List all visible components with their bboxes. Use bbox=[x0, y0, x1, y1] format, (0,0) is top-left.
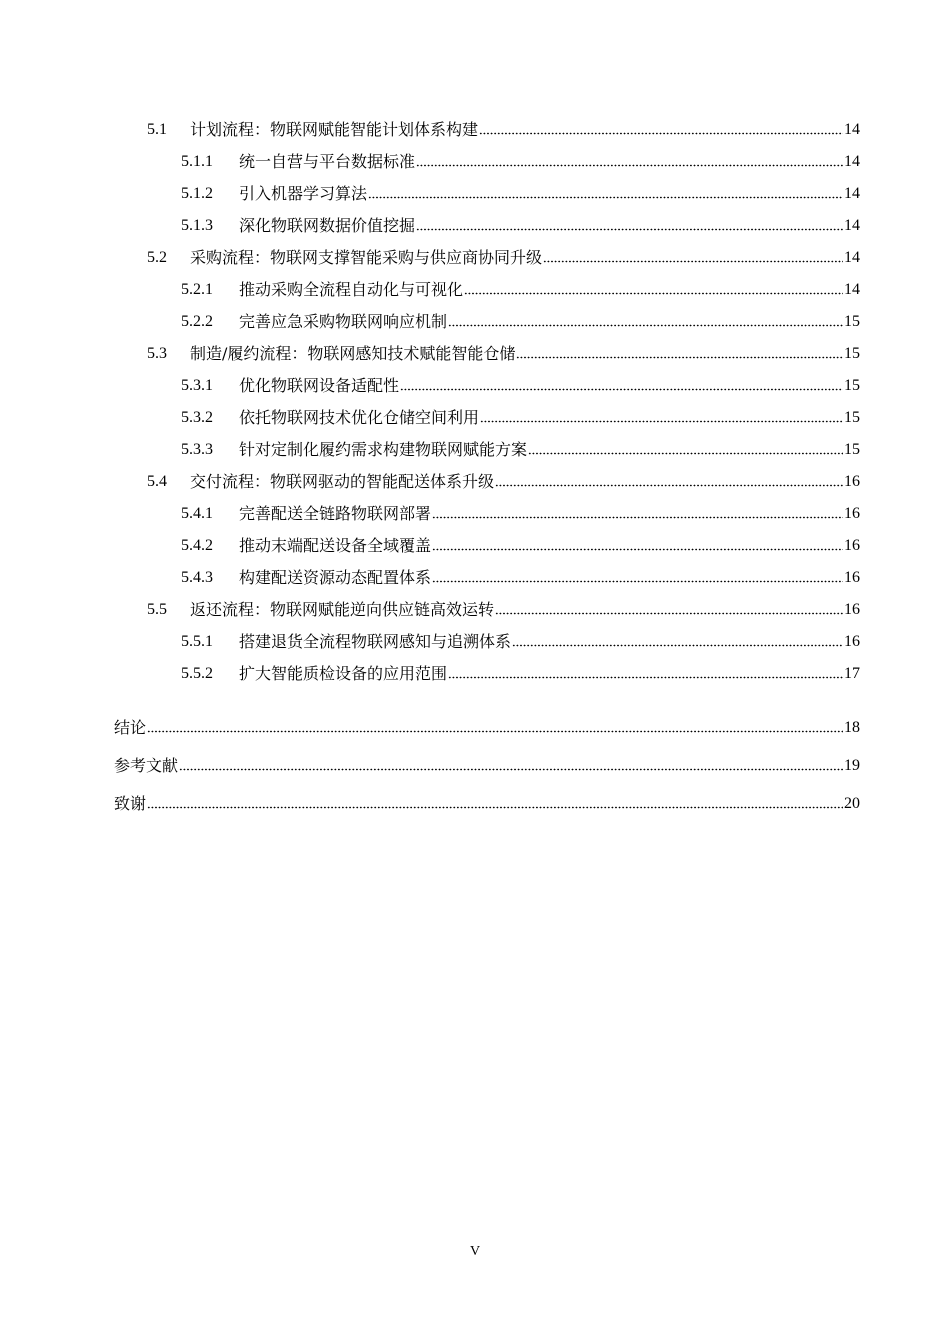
toc-entry[interactable] bbox=[147, 470, 860, 494]
toc-entry[interactable] bbox=[181, 502, 860, 526]
toc-entry-page: 15 bbox=[844, 441, 860, 458]
toc-entry-number: 5.4.1 bbox=[181, 505, 213, 522]
toc-entry-page: 14 bbox=[844, 281, 860, 298]
toc-entry-title: 依托物联网技术优化仓储空间利用 bbox=[239, 408, 480, 427]
toc-leader-dots bbox=[179, 767, 843, 772]
toc-leader-dots bbox=[432, 515, 843, 520]
toc-leader-dots bbox=[147, 805, 843, 810]
toc-entry[interactable] bbox=[181, 150, 860, 174]
toc-leader-dots bbox=[416, 163, 843, 168]
toc-entry-page: 16 bbox=[844, 473, 860, 490]
toc-entry-title: 返还流程：物联网赋能逆向供应链高效运转 bbox=[190, 600, 495, 619]
toc-leader-dots bbox=[147, 729, 843, 734]
toc-leader-dots bbox=[448, 323, 843, 328]
toc-entry[interactable] bbox=[114, 716, 860, 740]
toc-entry[interactable] bbox=[147, 118, 860, 142]
toc-entry[interactable] bbox=[181, 278, 860, 302]
toc-entry-title: 计划流程：物联网赋能智能计划体系构建 bbox=[190, 120, 479, 139]
toc-entry[interactable] bbox=[181, 438, 860, 462]
toc-entry-number: 5.5.1 bbox=[181, 633, 213, 650]
toc-entry-title: 优化物联网设备适配性 bbox=[239, 376, 400, 395]
toc-entry-title: 采购流程：物联网支撑智能采购与供应商协同升级 bbox=[190, 248, 543, 267]
toc-entry-page: 14 bbox=[844, 153, 860, 170]
toc-entry[interactable] bbox=[181, 630, 860, 654]
toc-entry-title: 针对定制化履约需求构建物联网赋能方案 bbox=[239, 440, 528, 459]
toc-entry-title: 完善应急采购物联网响应机制 bbox=[239, 312, 448, 331]
toc-entry-number: 5.3.3 bbox=[181, 441, 213, 458]
toc-entry-page: 14 bbox=[844, 121, 860, 138]
toc-leader-dots bbox=[495, 611, 843, 616]
toc-entry-number: 5.2.2 bbox=[181, 313, 213, 330]
toc-entry-number: 5.4.2 bbox=[181, 537, 213, 554]
toc-entry[interactable] bbox=[181, 310, 860, 334]
toc-leader-dots bbox=[543, 259, 843, 264]
toc-leader-dots bbox=[432, 547, 843, 552]
toc-entry-title: 交付流程：物联网驱动的智能配送体系升级 bbox=[190, 472, 495, 491]
toc-entry-title: 结论 bbox=[114, 718, 147, 737]
toc-leader-dots bbox=[416, 227, 843, 232]
page-number: V bbox=[469, 1244, 481, 1259]
toc-entry-number: 5.4.3 bbox=[181, 569, 213, 586]
toc-entry-number: 5.5.2 bbox=[181, 665, 213, 682]
toc-leader-dots bbox=[464, 291, 843, 296]
toc-leader-dots bbox=[512, 643, 843, 648]
toc-entry-page: 15 bbox=[844, 313, 860, 330]
toc-entry[interactable] bbox=[181, 406, 860, 430]
toc-entry-page: 15 bbox=[844, 345, 860, 362]
toc-entry-page: 14 bbox=[844, 217, 860, 234]
toc-entry-title: 搭建退货全流程物联网感知与追溯体系 bbox=[239, 632, 512, 651]
toc-entry[interactable] bbox=[181, 182, 860, 206]
toc-entry-title: 制造/履约流程：物联网感知技术赋能智能仓储 bbox=[190, 344, 516, 363]
toc-entry[interactable] bbox=[181, 566, 860, 590]
toc-entry-title: 深化物联网数据价值挖掘 bbox=[239, 216, 416, 235]
toc-entry-page: 17 bbox=[844, 665, 860, 682]
toc-entry-page: 15 bbox=[844, 377, 860, 394]
toc-entry-number: 5.3 bbox=[147, 345, 167, 362]
toc-entry-title: 参考文献 bbox=[114, 756, 179, 775]
toc-leader-dots bbox=[479, 131, 843, 136]
toc-entry[interactable] bbox=[147, 598, 860, 622]
toc-entry-number: 5.3.1 bbox=[181, 377, 213, 394]
toc-entry-page: 20 bbox=[844, 795, 860, 812]
toc-leader-dots bbox=[432, 579, 843, 584]
toc-entry-page: 16 bbox=[844, 601, 860, 618]
toc-entry-page: 18 bbox=[844, 719, 860, 736]
toc-leader-dots bbox=[528, 451, 843, 456]
toc-entry-number: 5.1 bbox=[147, 121, 167, 138]
toc-leader-dots bbox=[516, 355, 843, 360]
toc-entry-number: 5.1.3 bbox=[181, 217, 213, 234]
toc-entry-number: 5.1.1 bbox=[181, 153, 213, 170]
toc-entry-page: 16 bbox=[844, 537, 860, 554]
toc-entry-number: 5.4 bbox=[147, 473, 167, 490]
toc-entry-title: 统一自营与平台数据标准 bbox=[239, 152, 416, 171]
toc-entry[interactable] bbox=[114, 792, 860, 816]
toc-entry-number: 5.2.1 bbox=[181, 281, 213, 298]
toc-entry-page: 16 bbox=[844, 505, 860, 522]
toc-entry-title: 推动采购全流程自动化与可视化 bbox=[239, 280, 464, 299]
toc-entry[interactable] bbox=[147, 246, 860, 270]
toc-entry-page: 14 bbox=[844, 185, 860, 202]
toc-entry-number: 5.5 bbox=[147, 601, 167, 618]
toc-entry-title: 引入机器学习算法 bbox=[239, 184, 368, 203]
toc-leader-dots bbox=[480, 419, 843, 424]
toc-entry-number: 5.2 bbox=[147, 249, 167, 266]
toc-leader-dots bbox=[368, 195, 843, 200]
toc-entry[interactable] bbox=[181, 534, 860, 558]
toc-entry-title: 扩大智能质检设备的应用范围 bbox=[239, 664, 448, 683]
toc-entry[interactable] bbox=[181, 214, 860, 238]
toc-entry-number: 5.1.2 bbox=[181, 185, 213, 202]
toc-entry-page: 14 bbox=[844, 249, 860, 266]
toc-entry-title: 构建配送资源动态配置体系 bbox=[239, 568, 432, 587]
toc-leader-dots bbox=[448, 675, 843, 680]
toc-entry-title: 致谢 bbox=[114, 794, 147, 813]
toc-entry[interactable] bbox=[147, 342, 860, 366]
toc-leader-dots bbox=[400, 387, 843, 392]
toc-entry[interactable] bbox=[181, 374, 860, 398]
toc-entry-number: 5.3.2 bbox=[181, 409, 213, 426]
toc-leader-dots bbox=[495, 483, 843, 488]
toc-entry[interactable] bbox=[181, 662, 860, 686]
toc-entry[interactable] bbox=[114, 754, 860, 778]
toc-entry-title: 完善配送全链路物联网部署 bbox=[239, 504, 432, 523]
toc-entry-page: 15 bbox=[844, 409, 860, 426]
toc-entry-page: 16 bbox=[844, 633, 860, 650]
toc-entry-page: 16 bbox=[844, 569, 860, 586]
toc-entry-page: 19 bbox=[844, 757, 860, 774]
toc-entry-title: 推动末端配送设备全域覆盖 bbox=[239, 536, 432, 555]
